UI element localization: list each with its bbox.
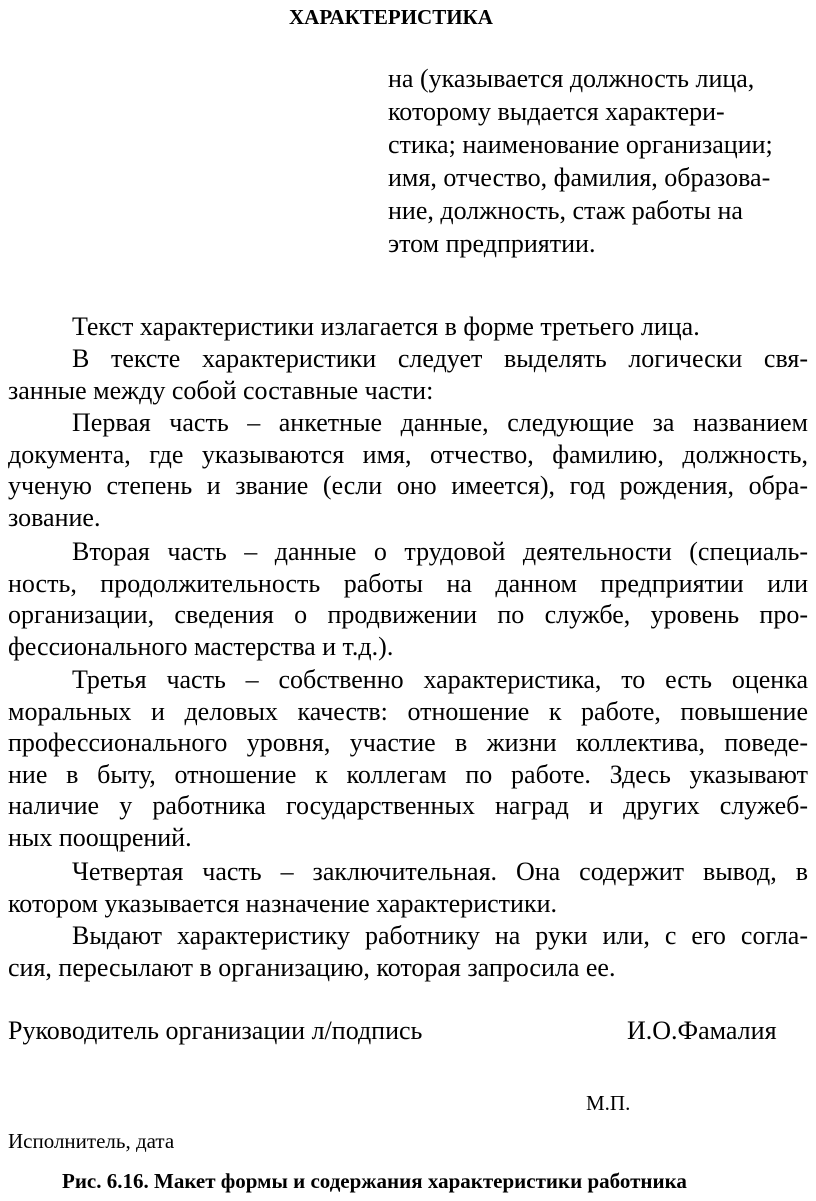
figure-caption: Рис. 6.16. Макет формы и содержания характеристики работника xyxy=(62,1169,687,1193)
paragraph-line: наличие у работника государственных наград и других служеб- xyxy=(8,791,808,821)
address-line: ние, должность, стаж работы на xyxy=(388,196,743,225)
document-title: ХАРАКТЕРИСТИКА xyxy=(289,5,493,29)
paragraph-line: сия, пересылают в организацию, которая запросила ее. xyxy=(8,952,616,982)
paragraph-line: ных поощрений. xyxy=(8,822,192,852)
stamp-placeholder: М.П. xyxy=(586,1091,631,1115)
paragraph-line: В тексте характеристики следует выделять логически свя- xyxy=(72,344,808,373)
address-line: этом предприятии. xyxy=(388,229,596,258)
paragraph-line: Текст характеристики излагается в форме третьего лица. xyxy=(72,312,700,341)
address-line: стика; наименование организации; xyxy=(388,130,773,159)
paragraph-line: Четвертая часть – заключительная. Она содержит вывод, в xyxy=(72,857,808,886)
paragraph-line: ученую степень и звание (если оно имеется), год рождения, обра- xyxy=(8,471,808,501)
signature-role: Руководитель организации л/подпись xyxy=(8,1016,423,1045)
address-line: которому выдается характери- xyxy=(388,97,725,126)
paragraph-part-two xyxy=(8,536,808,662)
paragraph-intro xyxy=(8,311,808,343)
paragraph-line: документа, где указываются имя, отчество, фамилию, должность, xyxy=(8,439,808,469)
paragraph-line: фессионального мастерства и т.д.). xyxy=(8,631,394,661)
paragraph-line: ность, продолжительность работы на данном предприятии или xyxy=(8,568,808,598)
paragraph-part-four xyxy=(8,856,808,919)
paragraph-line: котором указывается назначение характеристики. xyxy=(8,888,557,918)
paragraph-line: Третья часть – собственно характеристика, то есть оценка xyxy=(72,665,808,694)
paragraph-line: зование. xyxy=(8,502,101,532)
paragraph-line: Вторая часть – данные о трудовой деятельности (специаль- xyxy=(72,537,808,566)
address-line: на (указывается должность лица, xyxy=(388,64,755,93)
paragraph-part-three xyxy=(8,664,808,854)
paragraph-part-one xyxy=(8,407,808,533)
paragraph-line: Выдают характеристику работнику на руки или, с его согла- xyxy=(72,921,808,950)
paragraph-delivery xyxy=(8,920,808,983)
paragraph-line: профессионального уровня, участие в жизни коллектива, поведе- xyxy=(8,728,808,758)
paragraph-line: Первая часть – анкетные данные, следующие за названием xyxy=(72,408,808,437)
paragraph-line: моральных и деловых качеств: отношение к работе, повышение xyxy=(8,696,808,726)
paragraph-line: организации, сведения о продвижении по службе, уровень про- xyxy=(8,600,808,630)
signature-name: И.О.Фамалия xyxy=(627,1016,777,1045)
paragraph-parts xyxy=(8,343,808,406)
address-line: имя, отчество, фамилия, образова- xyxy=(388,163,771,192)
executor-date: Исполнитель, дата xyxy=(8,1129,175,1153)
paragraph-line: занные между собой составные части: xyxy=(8,375,434,405)
paragraph-line: ние в быту, отношение к коллегам по работе. Здесь указывают xyxy=(8,759,808,789)
